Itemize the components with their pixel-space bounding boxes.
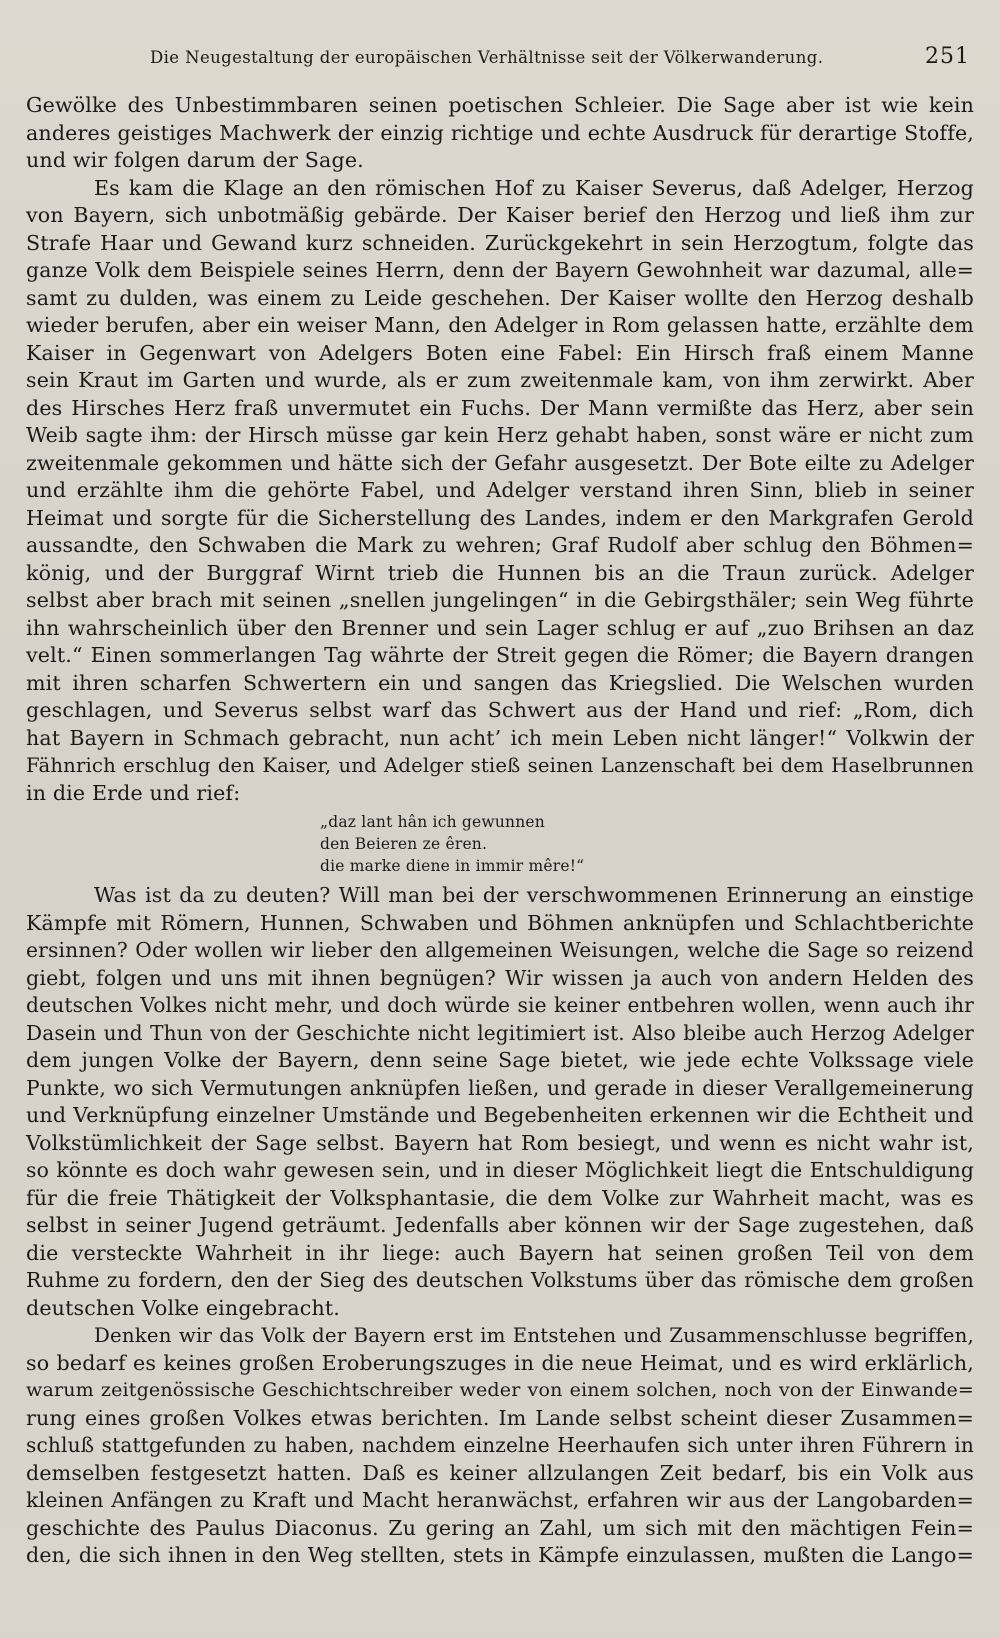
text-line: selbst in seiner Jugend geträumt. Jedenfalls aber können wir der Sage zugestehen, daß [26, 1213, 974, 1237]
text-line: geschlagen, und Severus selbst warf das Schwert aus der Hand und rief: „Rom, dich [26, 698, 974, 722]
paragraph [26, 882, 974, 1322]
text-line: geschichte des Paulus Diaconus. Zu gering an Zahl, um sich mit den mächtigen Fein= [26, 1515, 974, 1540]
text-line: mit ihren scharfen Schwertern ein und sangen das Kriegslied. Die Welschen wurden [26, 670, 974, 695]
text-line: schluß stattgefunden zu haben, nachdem einzelne Heerhaufen sich unter ihren Führern in [26, 1433, 974, 1457]
text-line: Was ist da zu deuten? Will man bei der verschwommenen Erinnerung an einstige [94, 883, 974, 907]
text-line: Gewölke des Unbestimmbaren seinen poetischen Schleier. Die Sage aber ist wie kein [26, 93, 974, 117]
text-line: von Bayern, sich unbotmäßig gebärde. Der Kaiser berief den Herzog und ließ ihm zur [26, 203, 974, 227]
text-line: wieder berufen, aber ein weiser Mann, den Adelger in Rom gelassen hatte, erzählte dem [26, 313, 974, 337]
text-line: hat Bayern in Schmach gebracht, nun acht’ ich mein Leben nicht länger!“ Volkwin der [26, 725, 974, 750]
text-line: für die freie Thätigkeit der Volksphantasie, die dem Volke zur Wahrheit macht, was es [26, 1185, 974, 1210]
page-body [26, 92, 974, 1570]
text-line: zweitenmale gekommen und hätte sich der Gefahr ausgesetzt. Der Bote eilte zu Adelger [26, 450, 974, 475]
text-line: und wir folgen darum der Sage. [26, 148, 364, 172]
paragraph [26, 1322, 974, 1570]
text-line: ihn wahrscheinlich über den Brenner und sein Lager schlug er auf „zuo Brihsen an daz [26, 615, 974, 640]
text-line: ersinnen? Oder wollen wir lieber den allgemeinen Weisungen, welche die Sage so reizend [26, 938, 974, 962]
text-line: demselben festgesetzt hatten. Daß es keiner allzulangen Zeit bedarf, bis ein Volk aus [26, 1460, 974, 1485]
text-line: anderes geistiges Machwerk der einzig richtige und echte Ausdruck für derartige Stoffe, [26, 120, 974, 145]
text-line: selbst aber brach mit seinen „snellen jungelingen“ in die Gebirgsthäler; sein Weg führte [26, 588, 974, 612]
text-line: und erzählte ihm die gehörte Fabel, und Adelger verstand ihren Sinn, blieb in seiner [26, 478, 974, 502]
text-line: den, die sich ihnen in den Weg stellten, stets in Kämpfe einzulassen, mußten die Lango= [26, 1543, 974, 1567]
text-line: des Hirsches Herz fraß unvermutet ein Fuchs. Der Mann vermißte das Herz, aber sein [26, 395, 974, 420]
text-line: kleinen Anfängen zu Kraft und Macht heranwächst, erfahren wir aus der Langobarden= [26, 1488, 974, 1512]
page-number: 251 [925, 44, 970, 69]
verse-line: den Beieren ze êren. [320, 835, 488, 853]
text-line: könig, und der Burggraf Wirnt trieb die Hunnen bis an die Traun zurück. Adelger [26, 560, 974, 585]
text-line: die versteckte Wahrheit in ihr liege: auch Bayern hat seinen großen Teil von dem [26, 1240, 974, 1265]
text-line: ganze Volk dem Beispiele seines Herrn, denn der Bayern Gewohnheit war dazumal, alle= [26, 258, 974, 282]
text-line: aussandte, den Schwaben die Mark zu wehren; Graf Rudolf aber schlug den Böhmen= [26, 533, 974, 557]
text-line: so könnte es doch wahr gewesen sein, und in dieser Möglichkeit liegt die Entschuldigung [26, 1158, 974, 1182]
verse-line: die marke diene in immir mêre!“ [320, 857, 585, 875]
text-line: sein Kraut im Garten und wurde, als er zum zweitenmale kam, von ihm zerwirkt. Aber [26, 368, 974, 392]
running-title: Die Neugestaltung der europäischen Verhältnisse seit der Völkerwanderung. [150, 48, 824, 67]
text-line: rung eines großen Volkes etwas berichten. Im Lande selbst scheint dieser Zusammen= [26, 1405, 974, 1430]
text-line: und Verknüpfung einzelner Umstände und Begebenheiten erkennen wir die Echtheit und [26, 1103, 974, 1127]
text-line: Es kam die Klage an den römischen Hof zu Kaiser Severus, daß Adelger, Herzog [94, 175, 974, 200]
text-line: Kaiser in Gegenwart von Adelgers Boten eine Fabel: Ein Hirsch fraß einem Manne [26, 340, 974, 365]
text-line: Fähnrich erschlug den Kaiser, und Adelger stieß seinen Lanzenschaft bei dem Haselbrunnen [26, 754, 974, 777]
text-line: Volkstümlichkeit der Sage selbst. Bayern hat Rom besiegt, und wenn es nicht wahr ist, [26, 1130, 974, 1155]
text-line: deutschen Volkes nicht mehr, und doch würde sie keiner entbehren wollen, wenn auch ihr [26, 993, 974, 1017]
text-line: giebt, folgen und uns mit ihnen begnügen? Wir wissen ja auch von andern Helden des [26, 965, 974, 990]
text-line: Heimat und sorgte für die Sicherstellung des Landes, indem er den Markgrafen Gerold [26, 505, 974, 530]
paragraph [26, 175, 974, 808]
text-line: Strafe Haar und Gewand kurz schneiden. Zurückgekehrt in sein Herzogtum, folgte das [26, 230, 974, 255]
text-line: deutschen Volke eingebracht. [26, 1295, 340, 1320]
text-line: Weib sagte ihm: der Hirsch müsse gar kein Herz gehabt haben, sonst wäre er nicht zum [26, 423, 974, 447]
text-line: warum zeitgenössische Geschichtschreiber weder von einem solchen, noch von der Einwande= [26, 1379, 974, 1401]
text-line: velt.“ Einen sommerlangen Tag währte der Streit gegen die Römer; die Bayern drangen [26, 643, 974, 667]
text-line: dem jungen Volke der Bayern, denn seine Sage bietet, wie jede echte Volkssage viele [26, 1048, 974, 1072]
running-head [150, 44, 970, 78]
paragraph [26, 92, 974, 175]
verse-quote [26, 807, 974, 882]
text-line: so bedarf es keines großen Eroberungszuges in die neue Heimat, und es wird erklärlich, [26, 1350, 974, 1375]
text-line: Kämpfe mit Römern, Hunnen, Schwaben und Böhmen anknüpfen und Schlachtberichte [26, 910, 974, 935]
text-line: in die Erde und rief: [26, 780, 241, 805]
text-line: samt zu dulden, was einem zu Leide geschehen. Der Kaiser wollte den Herzog deshalb [26, 285, 974, 310]
text-line: Denken wir das Volk der Bayern erst im Entstehen und Zusammenschlusse begriffen, [94, 1324, 974, 1347]
text-line: Punkte, wo sich Vermutungen anknüpfen ließen, und gerade in dieser Verallgemeinerung [26, 1075, 974, 1100]
text-line: Ruhme zu fordern, den der Sieg des deutschen Volkstums über das römische dem großen [26, 1268, 974, 1292]
text-line: Dasein und Thun von der Geschichte nicht legitimiert ist. Also bleibe auch Herzog Adelger [26, 1020, 974, 1045]
verse-line: „daz lant hân ich gewunnen [320, 813, 545, 831]
